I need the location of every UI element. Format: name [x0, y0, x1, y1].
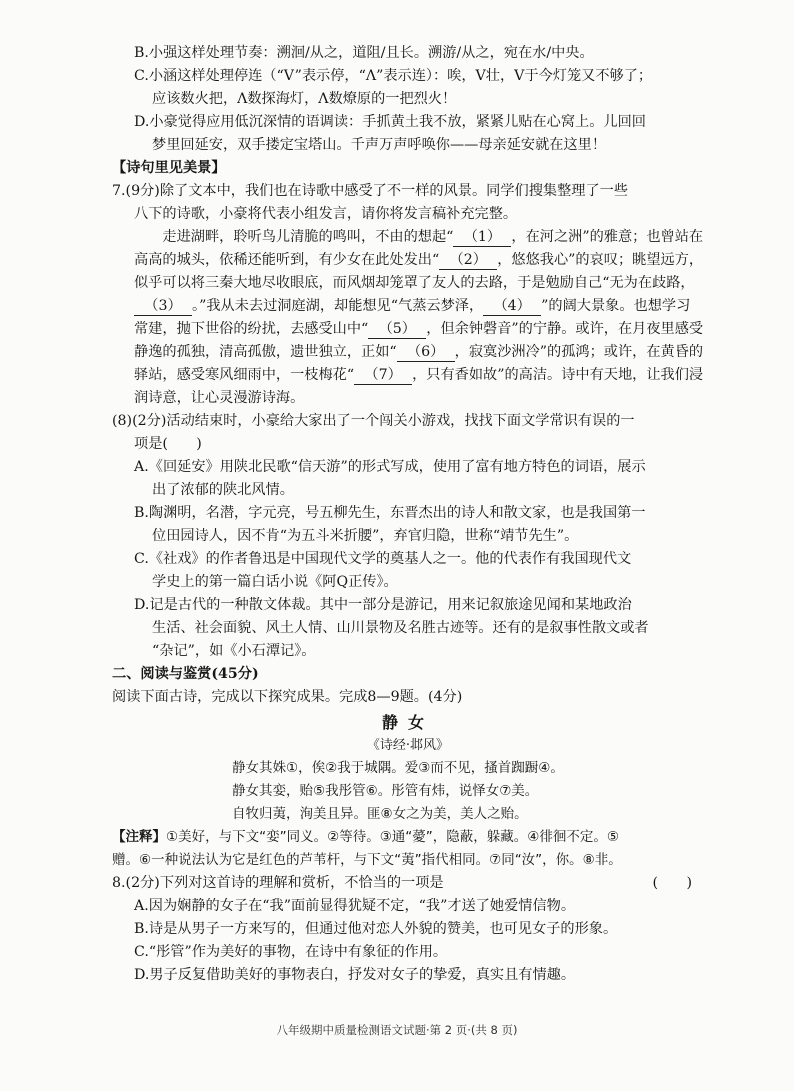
q7-blank-7[interactable]: （7） [354, 366, 412, 385]
poem-line: 自牧归荑，洵美且异。匪⑧女之为美，美人之贻。 [232, 806, 528, 822]
q7-8-option-b-line1: B.陶渊明，名潜，字元亮，号五柳先生，东晋杰出的诗人和散文家，也是我国第一 [134, 505, 646, 521]
q8-option-d: D.男子反复借助美好的事物表白，抒发对女子的挚爱，真实且有情趣。 [134, 967, 576, 983]
q6-option-b: B.小强这样处理节奏：溯洄/从之，道阻/且长。溯游/从之，宛在水/中央。 [134, 45, 594, 61]
q6-option-c-line2: 应该数火把，Λ数探海灯，Λ数燎原的一把烈火！ [152, 91, 457, 107]
q7-8-option-c-line1: C.《社戏》的作者鲁迅是中国现代文学的奠基人之一。他的代表作有我国现代文 [134, 551, 632, 567]
q7-text-5: ”的阔大景象。也想学习常建，抛下世俗的纷扰，去感受山中“ [134, 298, 691, 337]
q7-blank-2[interactable]: （2） [439, 251, 497, 270]
poem-title: 静女 [381, 713, 434, 732]
poem-line: 静女其姝①，俟②我于城隅。爱③而不见，搔首踟蹰④。 [232, 760, 564, 776]
q7-text-3: ，悠悠我心”的哀叹；眺望远方，似乎可以将三秦大地尽收眼底，而风烟却笼罩了友人的去路，于是勉励自己“无为在歧路， [134, 252, 704, 291]
q7-text-8: ，只有香如故”的高洁。诗中有天地，让我们浸润诗意，让心灵漫游诗海。 [134, 367, 704, 406]
annotation-label: 【注释】 [112, 829, 166, 845]
q7-8-option-d-line3: “杂记”，如《小石潭记》。 [152, 643, 316, 659]
annotation-line1 [112, 826, 704, 849]
q7-blank-5[interactable]: （5） [368, 320, 426, 339]
q7-stem-line2: 八下的诗歌，小豪将代表小组发言，请你将发言稿补充完整。 [134, 206, 518, 222]
annotation-text-1: ①美好，与下文“娈”同义。②等待。③通“薆”，隐蔽，躲藏。④徘徊不定。⑤ [166, 829, 619, 845]
q7-8-option-d-line2: 生活、社会面貌、风土人情、山川景物及名胜古迹等。还有的是叙事性散文或者 [152, 620, 649, 636]
q7-8-stem-line1: (8)(2分)活动结束时，小豪给大家出了一个闯关小游戏，找找下面文学常识有误的一 [112, 413, 635, 429]
q7-text-6: ，但余钟磬音”的宁静。或许，在月夜里感受静逸的孤独，清高孤傲，遗世独立，正如“ [134, 321, 704, 360]
q6-option-d-line1: D.小豪觉得应用低沉深情的语调读：手抓黄土我不放，紧紧儿贴在心窝上。儿回回 [134, 114, 646, 130]
q7-blank-6[interactable]: （6） [397, 343, 455, 362]
poem-line: 静女其娈，贻⑤我彤管⑥。彤管有炜，说怿女⑦美。 [232, 783, 539, 799]
q8-answer-paren[interactable]: ( ) [652, 875, 692, 891]
q6-option-c-line1: C.小涵这样处理停连（“V”表示停，“Λ”表示连）：唉，V壮，V于今灯笼又不够了； [134, 68, 653, 84]
q7-blank-4[interactable]: （4） [483, 297, 541, 316]
q7-8-option-a-line1: A.《回延安》用陕北民歌“信天游”的形式写成，使用了富有地方特色的词语，展示 [134, 459, 646, 475]
page-footer: 八年级期中质量检测语文试题·第 2 页·(共 8 页) [276, 1023, 518, 1037]
poem-source: 《诗经·邶风》 [366, 738, 450, 753]
q7-8-stem-line2: 项是( ) [134, 436, 202, 452]
q7-text-7: ，寂寞沙洲冷”的孤鸿；或许，在黄昏的驿站，感受寒风细雨中，一枝梅花“ [134, 344, 704, 383]
q7-text-2: ，在河之洲”的雅意；也曾站在高高的城头，依稀还能听到，有少女在此处发出“ [134, 229, 704, 268]
page-content [112, 42, 704, 987]
q7-stem-line1: 7.(9分)除了文本中，我们也在诗歌中感受了不一样的风景。同学们搜集整理了一些 [112, 183, 629, 199]
q8-option-a: A.因为娴静的女子在“我”面前显得犹疑不定，“我”才送了她爱情信物。 [134, 898, 576, 914]
q7-8-option-d-line1: D.记是古代的一种散文体裁。其中一部分是游记，用来记叙旅途见闻和某地政治 [134, 597, 632, 613]
q7-text-4: 。”我从未去过洞庭湖，却能想见“气蒸云梦泽， [192, 298, 484, 314]
q7-text-1: 走进湖畔，聆听鸟儿清脆的鸣叫，不由的想起“ [162, 229, 454, 245]
q7-speech-paragraph [112, 226, 704, 410]
q8-stem-text: 8.(2分)下列对这首诗的理解和赏析，不恰当的一项是 [112, 875, 444, 891]
q7-8-option-a-line2: 出了浓郁的陕北风情。 [152, 482, 294, 498]
q7-blank-3[interactable]: （3） [134, 297, 192, 316]
section-heading-reading: 二、阅读与鉴赏(45分) [112, 666, 259, 682]
q6-option-d-line2: 梦里回延安，双手搂定宝塔山。千声万声呼唤你——母亲延安就在这里！ [152, 137, 607, 153]
q7-blank-1[interactable]: （1） [453, 228, 511, 247]
q8-stem [112, 872, 704, 895]
section-heading-poetry: 【诗句里见美景】 [112, 160, 226, 176]
q7-8-option-b-line2: 位田园诗人，因不肯“为五斗米折腰”，弃官归隐，世称“靖节先生”。 [152, 528, 579, 544]
q8-option-b: B.诗是从男子一方来写的，但通过他对恋人外貌的赞美，也可见女子的形象。 [134, 921, 618, 937]
reading-instructions: 阅读下面古诗，完成以下探究成果。完成8—9题。(4分) [112, 689, 463, 705]
q7-8-option-c-line2: 学史上的第一篇白话小说《阿Q正传》。 [152, 574, 398, 590]
annotation-line2: 赠。⑥一种说法认为它是红色的芦苇杆，与下文“荑”指代相同。⑦同“汝”，你。⑧非。 [112, 852, 622, 868]
q8-option-c: C.“彤管”作为美好的事物，在诗中有象征的作用。 [134, 944, 448, 960]
